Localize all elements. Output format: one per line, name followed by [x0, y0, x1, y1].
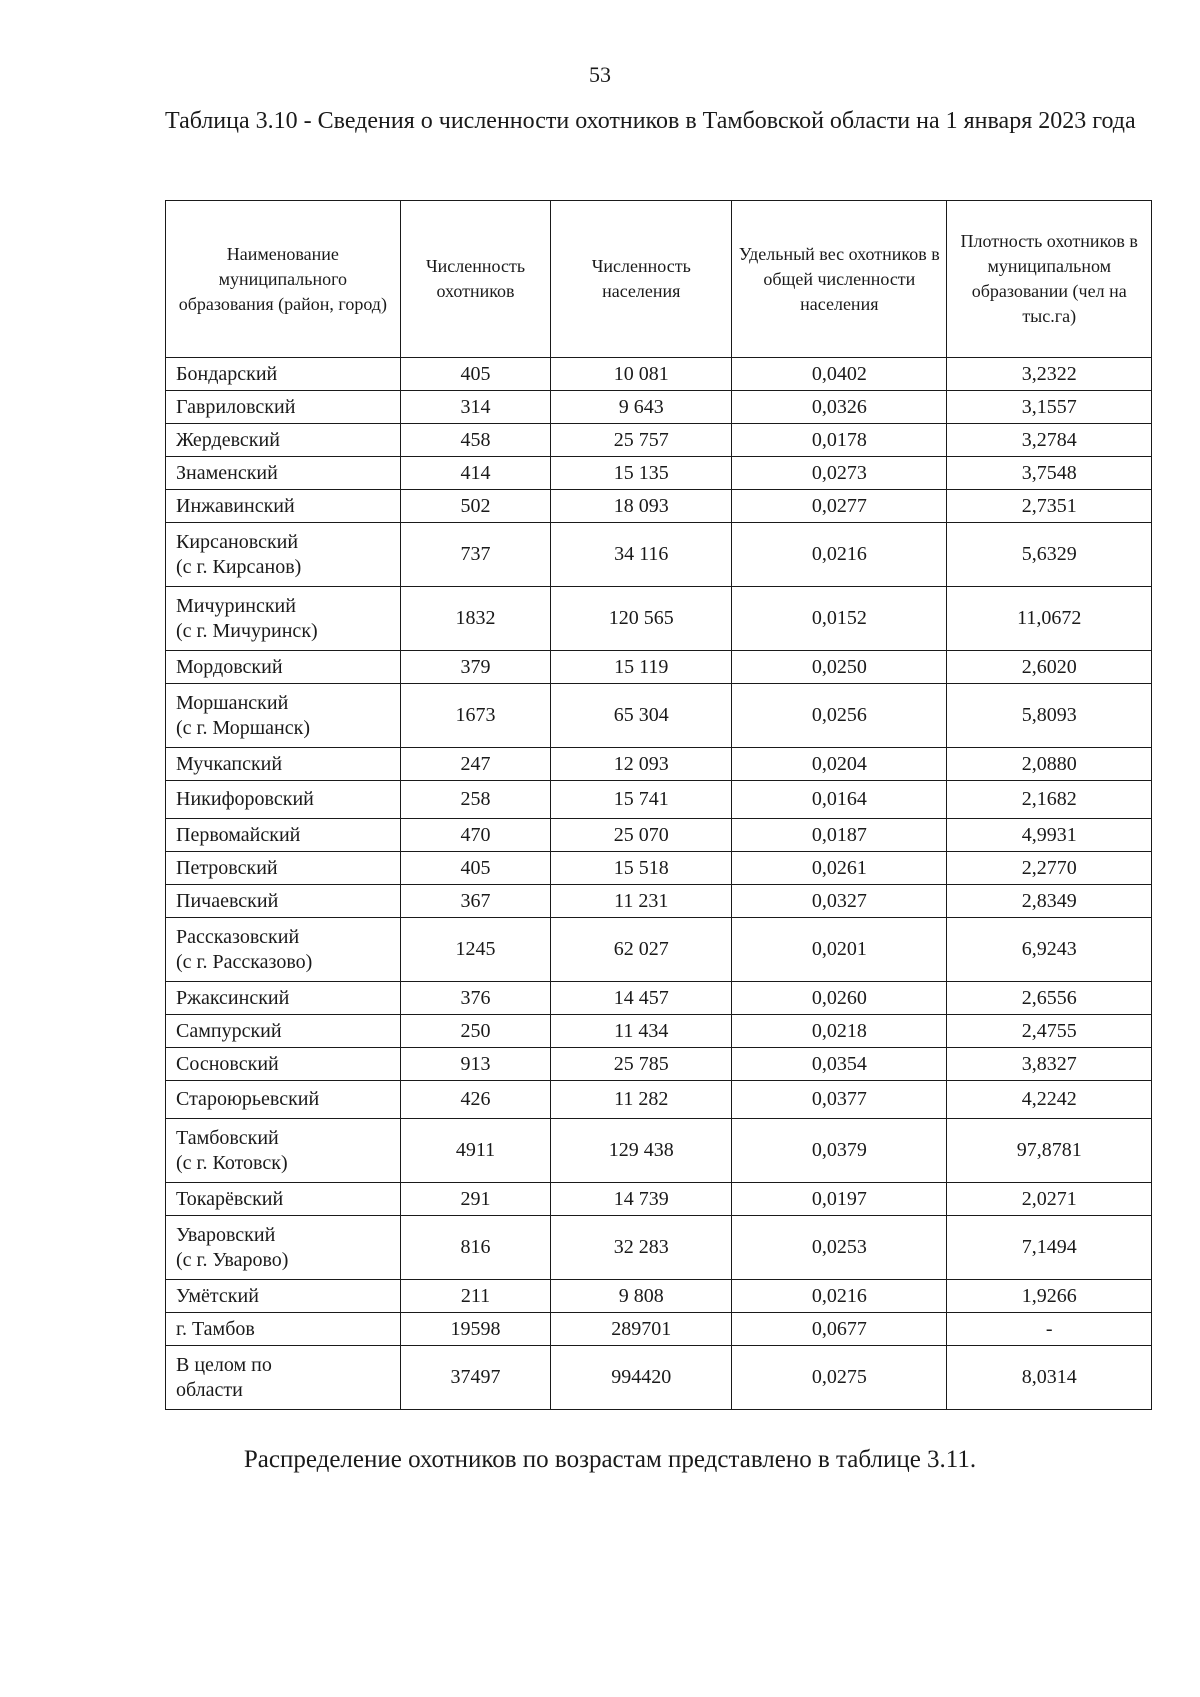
cell-population: 25 785 — [551, 1048, 732, 1081]
cell-hunters: 458 — [400, 424, 551, 457]
cell-share: 0,0377 — [732, 1081, 947, 1119]
municipality-name-line: области — [176, 1378, 243, 1401]
table-row — [166, 424, 1152, 457]
table-row — [166, 1280, 1152, 1313]
cell-density: 2,0880 — [947, 748, 1152, 781]
table-row — [166, 490, 1152, 523]
table-body — [166, 358, 1152, 1410]
municipality-name-line: Бондарский — [176, 362, 278, 385]
cell-hunters: 426 — [400, 1081, 551, 1119]
cell-share: 0,0273 — [732, 457, 947, 490]
cell-population: 25 757 — [551, 424, 732, 457]
cell-municipality — [166, 852, 401, 885]
cell-municipality — [166, 684, 401, 748]
municipality-name-line: (с г. Рассказово) — [176, 950, 313, 973]
cell-density: 2,2770 — [947, 852, 1152, 885]
cell-share: 0,0201 — [732, 918, 947, 982]
cell-population: 14 739 — [551, 1183, 732, 1216]
table-row — [166, 523, 1152, 587]
municipality-name-line: Первомайский — [176, 823, 301, 846]
cell-population: 15 119 — [551, 651, 732, 684]
table-row — [166, 748, 1152, 781]
cell-population: 994420 — [551, 1346, 732, 1410]
cell-population: 12 093 — [551, 748, 732, 781]
cell-municipality — [166, 1280, 401, 1313]
cell-density: 4,2242 — [947, 1081, 1152, 1119]
municipality-name-line: (с г. Мичуринск) — [176, 619, 318, 642]
cell-density: 3,1557 — [947, 391, 1152, 424]
cell-population: 62 027 — [551, 918, 732, 982]
cell-density: 2,6020 — [947, 651, 1152, 684]
cell-share: 0,0326 — [732, 391, 947, 424]
cell-hunters: 1832 — [400, 587, 551, 651]
cell-share: 0,0327 — [732, 885, 947, 918]
table-row — [166, 391, 1152, 424]
cell-municipality — [166, 1216, 401, 1280]
cell-density: 5,6329 — [947, 523, 1152, 587]
municipality-name-line: Сосновский — [176, 1052, 279, 1075]
cell-hunters: 414 — [400, 457, 551, 490]
cell-population: 18 093 — [551, 490, 732, 523]
municipality-name-line: Кирсановский — [176, 530, 299, 553]
cell-share: 0,0253 — [732, 1216, 947, 1280]
table-row — [166, 982, 1152, 1015]
cell-density: 11,0672 — [947, 587, 1152, 651]
municipality-name-line: Мордовский — [176, 655, 283, 678]
cell-density: 2,4755 — [947, 1015, 1152, 1048]
cell-municipality — [166, 490, 401, 523]
municipality-name-line: Тамбовский — [176, 1126, 279, 1149]
cell-population: 9 643 — [551, 391, 732, 424]
cell-density: 3,2784 — [947, 424, 1152, 457]
table-row — [166, 1119, 1152, 1183]
municipality-name-line: г. Тамбов — [176, 1317, 255, 1340]
cell-share: 0,0256 — [732, 684, 947, 748]
cell-density: 97,8781 — [947, 1119, 1152, 1183]
cell-share: 0,0216 — [732, 1280, 947, 1313]
cell-hunters: 250 — [400, 1015, 551, 1048]
cell-share: 0,0187 — [732, 819, 947, 852]
cell-municipality — [166, 457, 401, 490]
cell-share: 0,0218 — [732, 1015, 947, 1048]
municipality-name-line: (с г. Уварово) — [176, 1248, 289, 1271]
municipality-name-line: Инжавинский — [176, 494, 295, 517]
cell-share: 0,0197 — [732, 1183, 947, 1216]
cell-population: 120 565 — [551, 587, 732, 651]
municipality-name-line: (с г. Кирсанов) — [176, 555, 302, 578]
municipality-name-line: Никифоровский — [176, 788, 314, 810]
municipality-name-line: Сампурский — [176, 1019, 282, 1042]
municipality-name-line: Петровский — [176, 856, 278, 879]
table-row — [166, 457, 1152, 490]
municipality-name-line: Мучкапский — [176, 752, 283, 775]
cell-population: 11 231 — [551, 885, 732, 918]
municipality-name-line: Пичаевский — [176, 889, 279, 912]
cell-municipality — [166, 587, 401, 651]
cell-hunters: 405 — [400, 852, 551, 885]
cell-density: 3,2322 — [947, 358, 1152, 391]
cell-population: 10 081 — [551, 358, 732, 391]
cell-density: 2,0271 — [947, 1183, 1152, 1216]
cell-municipality — [166, 523, 401, 587]
table-row — [166, 918, 1152, 982]
cell-share: 0,0261 — [732, 852, 947, 885]
table-row — [166, 1015, 1152, 1048]
cell-density: 3,7548 — [947, 457, 1152, 490]
cell-population: 15 135 — [551, 457, 732, 490]
cell-share: 0,0354 — [732, 1048, 947, 1081]
municipality-name-line: Рассказовский — [176, 925, 300, 948]
cell-density: 6,9243 — [947, 918, 1152, 982]
cell-density: 5,8093 — [947, 684, 1152, 748]
cell-municipality — [166, 885, 401, 918]
cell-municipality — [166, 748, 401, 781]
table-row — [166, 651, 1152, 684]
cell-municipality — [166, 1048, 401, 1081]
cell-municipality — [166, 1313, 401, 1346]
municipality-name-line: (с г. Моршанск) — [176, 716, 311, 739]
cell-municipality — [166, 424, 401, 457]
cell-municipality — [166, 982, 401, 1015]
municipality-name-line: Умётский — [176, 1284, 259, 1307]
cell-municipality — [166, 651, 401, 684]
municipality-name-line: Ржаксинский — [176, 986, 290, 1009]
cell-density: 1,9266 — [947, 1280, 1152, 1313]
cell-share: 0,0677 — [732, 1313, 947, 1346]
table-row — [166, 1313, 1152, 1346]
cell-municipality — [166, 358, 401, 391]
cell-hunters: 1673 — [400, 684, 551, 748]
cell-hunters: 37497 — [400, 1346, 551, 1410]
cell-municipality — [166, 1183, 401, 1216]
cell-density: - — [947, 1313, 1152, 1346]
cell-share: 0,0204 — [732, 748, 947, 781]
page-number: 53 — [589, 62, 611, 87]
cell-hunters: 291 — [400, 1183, 551, 1216]
cell-municipality — [166, 391, 401, 424]
cell-share: 0,0277 — [732, 490, 947, 523]
cell-municipality — [166, 1081, 401, 1119]
hunters-table — [165, 200, 1152, 1410]
cell-density: 2,6556 — [947, 982, 1152, 1015]
header-share: Удельный вес охотников в общей численности населения — [732, 201, 947, 358]
cell-population: 32 283 — [551, 1216, 732, 1280]
table-row — [166, 1048, 1152, 1081]
cell-hunters: 502 — [400, 490, 551, 523]
cell-hunters: 258 — [400, 781, 551, 819]
cell-density: 2,1682 — [947, 781, 1152, 819]
cell-density: 7,1494 — [947, 1216, 1152, 1280]
cell-share: 0,0152 — [732, 587, 947, 651]
table-row — [166, 819, 1152, 852]
municipality-name-line: Моршанский — [176, 691, 289, 714]
cell-population: 11 282 — [551, 1081, 732, 1119]
header-hunters: Численность охотников — [400, 201, 551, 358]
cell-population: 14 457 — [551, 982, 732, 1015]
cell-hunters: 376 — [400, 982, 551, 1015]
table-row — [166, 587, 1152, 651]
municipality-name-line: Мичуринский — [176, 594, 296, 617]
cell-share: 0,0164 — [732, 781, 947, 819]
cell-share: 0,0216 — [732, 523, 947, 587]
cell-share: 0,0178 — [732, 424, 947, 457]
table-caption: Таблица 3.10 - Сведения о численности охотников в Тамбовской области на 1 января 2023 года — [165, 108, 1136, 134]
municipality-name-line: В целом по — [176, 1353, 272, 1376]
cell-population: 129 438 — [551, 1119, 732, 1183]
municipality-name-line: (с г. Котовск) — [176, 1151, 288, 1174]
cell-hunters: 816 — [400, 1216, 551, 1280]
cell-share: 0,0402 — [732, 358, 947, 391]
table-header-row — [166, 201, 1152, 358]
cell-population: 15 741 — [551, 781, 732, 819]
header-municipality: Наименование муниципального образования (район, город) — [166, 201, 401, 358]
table-row — [166, 358, 1152, 391]
cell-municipality — [166, 1119, 401, 1183]
cell-municipality — [166, 781, 401, 819]
cell-hunters: 470 — [400, 819, 551, 852]
cell-density: 2,7351 — [947, 490, 1152, 523]
cell-population: 65 304 — [551, 684, 732, 748]
table-row — [166, 1183, 1152, 1216]
cell-population: 15 518 — [551, 852, 732, 885]
table-row — [166, 1081, 1152, 1119]
municipality-name-line: Знаменский — [176, 461, 278, 484]
footer-text: Распределение охотников по возрастам представлено в таблице 3.11. — [243, 1446, 977, 1473]
cell-population: 11 434 — [551, 1015, 732, 1048]
municipality-name-line: Гавриловский — [176, 395, 296, 418]
cell-share: 0,0379 — [732, 1119, 947, 1183]
cell-population: 289701 — [551, 1313, 732, 1346]
municipality-name-line: Староюрьевский — [176, 1088, 320, 1110]
table-row — [166, 1216, 1152, 1280]
municipality-name-line: Уваровский — [176, 1223, 276, 1246]
cell-hunters: 737 — [400, 523, 551, 587]
cell-hunters: 19598 — [400, 1313, 551, 1346]
header-population: Численность населения — [551, 201, 732, 358]
cell-density: 3,8327 — [947, 1048, 1152, 1081]
cell-hunters: 211 — [400, 1280, 551, 1313]
cell-density: 2,8349 — [947, 885, 1152, 918]
cell-hunters: 379 — [400, 651, 551, 684]
municipality-name-line: Токарёвский — [176, 1187, 284, 1210]
table-row — [166, 1346, 1152, 1410]
cell-density: 8,0314 — [947, 1346, 1152, 1410]
cell-density: 4,9931 — [947, 819, 1152, 852]
cell-hunters: 314 — [400, 391, 551, 424]
cell-municipality — [166, 1015, 401, 1048]
cell-population: 9 808 — [551, 1280, 732, 1313]
cell-population: 25 070 — [551, 819, 732, 852]
cell-hunters: 367 — [400, 885, 551, 918]
cell-municipality — [166, 1346, 401, 1410]
table-row — [166, 885, 1152, 918]
table-row — [166, 852, 1152, 885]
cell-hunters: 1245 — [400, 918, 551, 982]
table-row — [166, 684, 1152, 748]
cell-share: 0,0275 — [732, 1346, 947, 1410]
cell-share: 0,0250 — [732, 651, 947, 684]
cell-population: 34 116 — [551, 523, 732, 587]
cell-hunters: 4911 — [400, 1119, 551, 1183]
municipality-name-line: Жердевский — [176, 428, 280, 451]
cell-share: 0,0260 — [732, 982, 947, 1015]
cell-municipality — [166, 819, 401, 852]
cell-hunters: 913 — [400, 1048, 551, 1081]
table-row — [166, 781, 1152, 819]
header-density: Плотность охотников в муниципальном образовании (чел на тыс.га) — [947, 201, 1152, 358]
cell-municipality — [166, 918, 401, 982]
cell-hunters: 247 — [400, 748, 551, 781]
cell-hunters: 405 — [400, 358, 551, 391]
